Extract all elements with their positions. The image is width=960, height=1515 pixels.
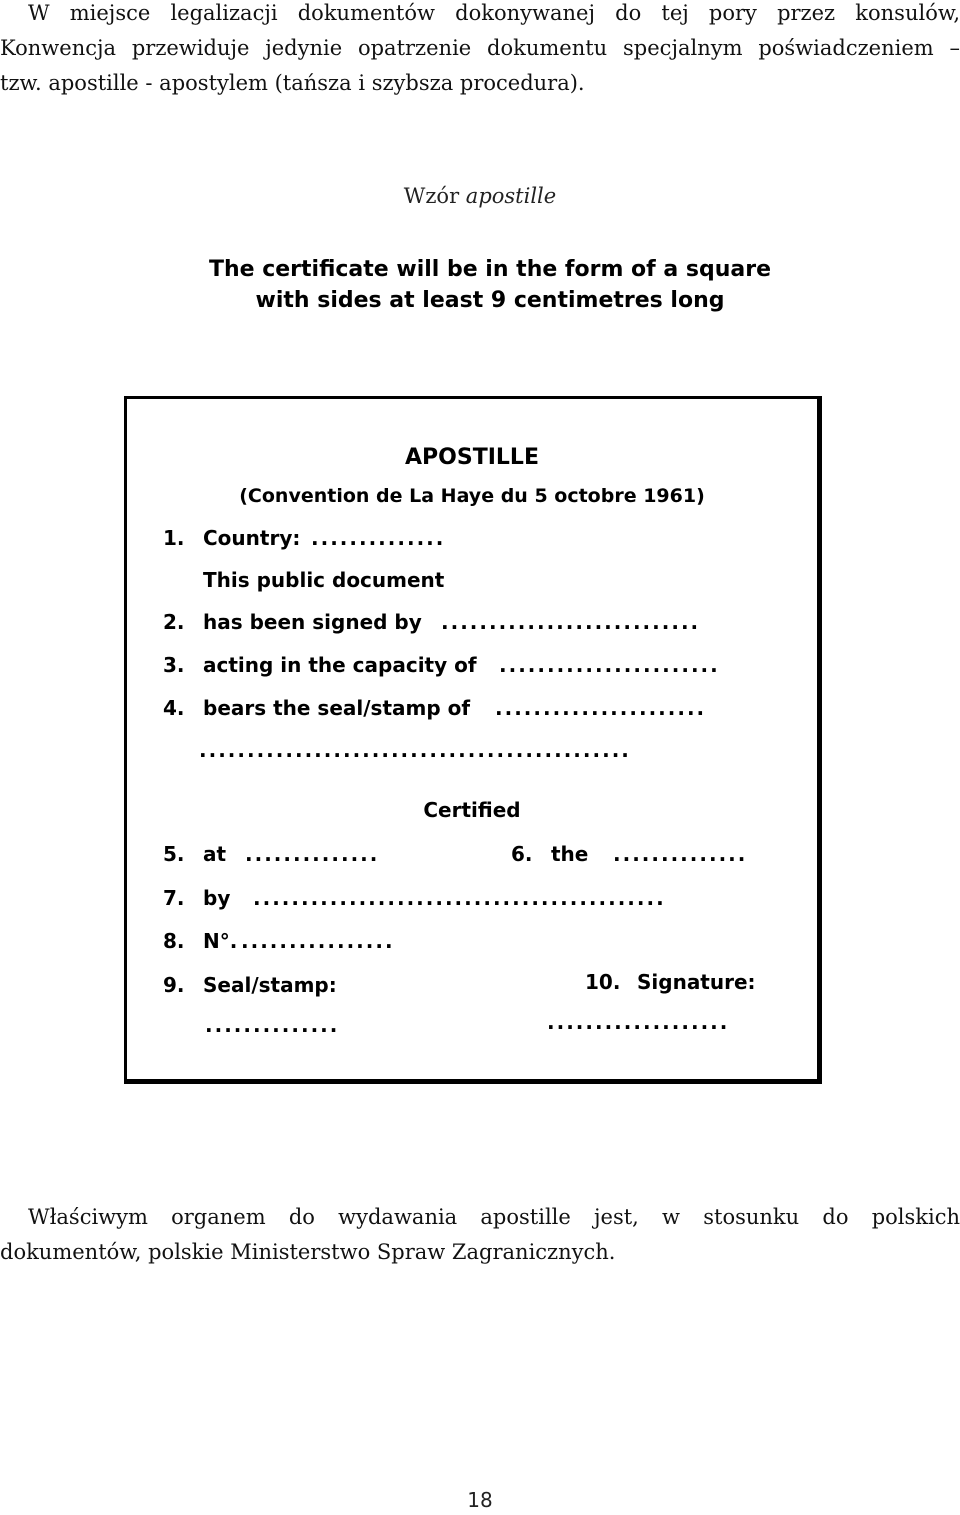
- item-4-dots: ......................: [495, 696, 707, 720]
- item-2-label: has been signed by: [203, 610, 422, 634]
- intro-line-3: tzw. apostille - apostylem (tańsza i szybsza procedura).: [0, 71, 585, 95]
- item-7-dots: ...........................................: [253, 886, 666, 910]
- item-6-number: 6.: [511, 842, 533, 866]
- caption-prefix: Wzór: [403, 184, 466, 208]
- item-1-label: Country:: [203, 526, 301, 550]
- item-6-dots: ..............: [613, 842, 748, 866]
- item-9-number: 9.: [163, 973, 185, 997]
- intro-paragraph: [0, 0, 960, 101]
- item-1-dots: ..............: [311, 526, 446, 550]
- item-6-label: the: [551, 842, 589, 866]
- item-8-number: 8.: [163, 929, 185, 953]
- item-9-label: Seal/stamp:: [203, 973, 337, 997]
- item-2-dots: ...........................: [441, 610, 701, 634]
- certified-heading: Certified: [423, 798, 521, 822]
- item-7-number: 7.: [163, 886, 185, 910]
- caption-italic: apostille: [465, 184, 557, 208]
- item-3-label: acting in the capacity of: [203, 653, 477, 677]
- apostille-form: [124, 396, 822, 1084]
- item-2-number: 2.: [163, 610, 185, 634]
- item-7-label: by: [203, 886, 231, 910]
- item-5-dots: ..............: [245, 842, 380, 866]
- item-5-number: 5.: [163, 842, 185, 866]
- item-1-number: 1.: [163, 526, 185, 550]
- item-4-number: 4.: [163, 696, 185, 720]
- size-note-line-2: with sides at least 9 centimetres long: [255, 288, 725, 313]
- size-note: [140, 254, 840, 316]
- form-title: APOSTILLE: [405, 445, 539, 470]
- size-note-line-1: The certificate will be in the form of a square: [208, 257, 772, 282]
- item-5-label: at: [203, 842, 227, 866]
- closing-paragraph: [0, 1200, 960, 1270]
- item-10-label: Signature:: [637, 970, 756, 994]
- public-document-label: This public document: [203, 568, 445, 592]
- figure-caption: [0, 184, 960, 208]
- item-4-label: bears the seal/stamp of: [203, 696, 471, 720]
- signature-dots: ...................: [547, 1010, 730, 1034]
- item-3-number: 3.: [163, 653, 185, 677]
- intro-line-1: W miejsce legalizacji dokumentów dokonywanej do tej pory przez konsulów,: [28, 1, 960, 25]
- item-3-dots: .......................: [499, 653, 720, 677]
- item-4-continuation-dots: .............................................: [199, 738, 631, 762]
- closing-line-2: dokumentów, polskie Ministerstwo Spraw Zagranicznych.: [0, 1240, 616, 1264]
- closing-line-1: Właściwym organem do wydawania apostille jest, w stosunku do polskich: [28, 1205, 960, 1229]
- item-10-number: 10.: [585, 970, 621, 994]
- item-8-label: N°.: [203, 929, 238, 953]
- seal-stamp-dots: ..............: [205, 1013, 340, 1037]
- page-number: 18: [467, 1488, 493, 1512]
- intro-line-2: Konwencja przewiduje jedynie opatrzenie dokumentu specjalnym poświadczeniem –: [0, 36, 960, 60]
- form-subtitle: (Convention de La Haye du 5 octobre 1961): [239, 485, 705, 507]
- item-8-dots: ................: [241, 929, 395, 953]
